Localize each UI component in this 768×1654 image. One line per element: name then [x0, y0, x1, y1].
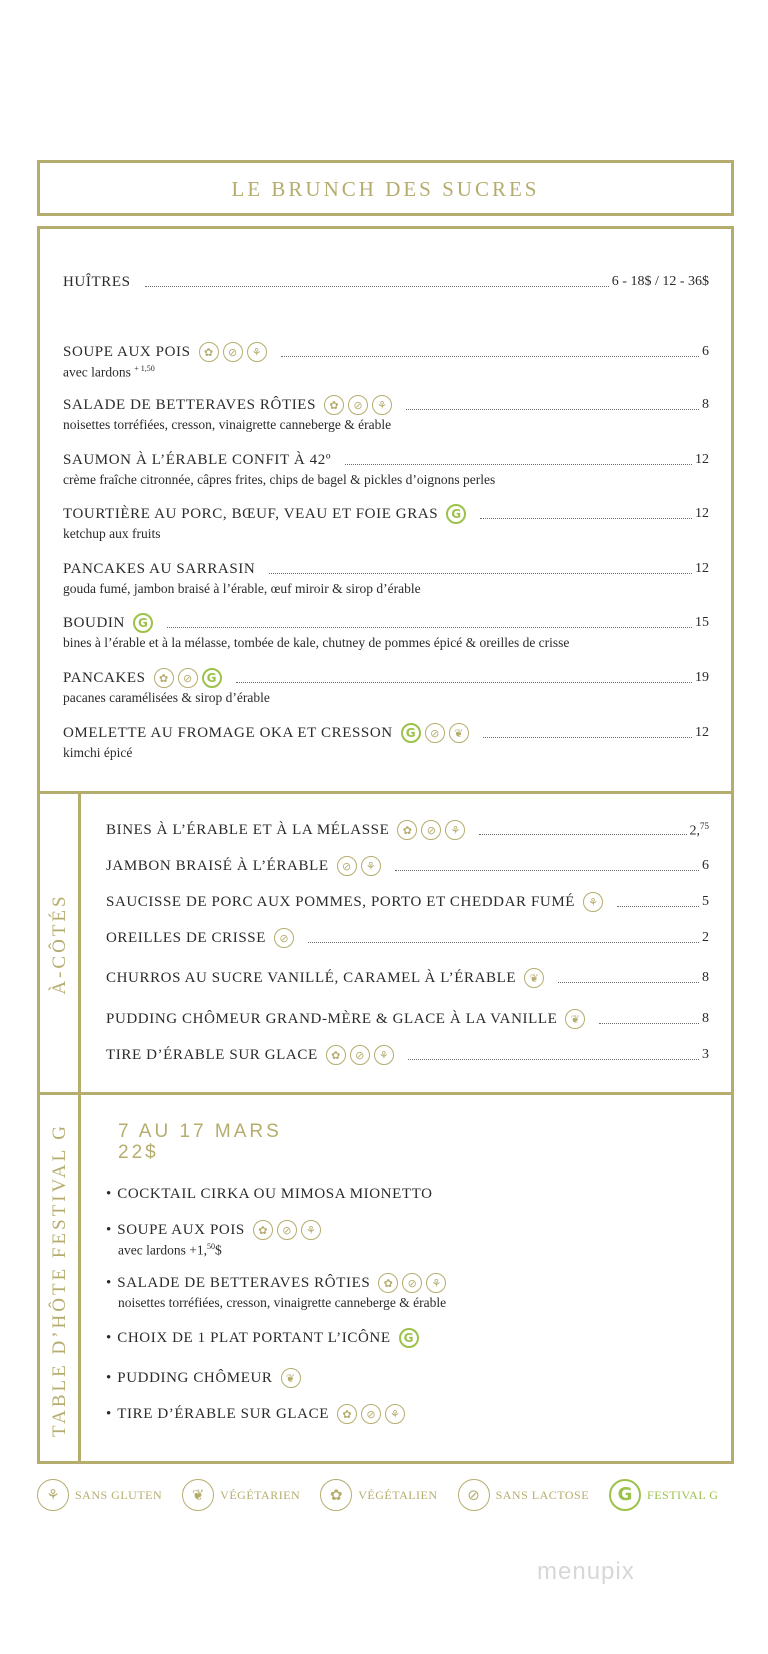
- dotted-leader: [167, 619, 692, 628]
- table-hote-price: 22$: [118, 1142, 159, 1163]
- table-item-soupe: • SOUPE AUX POIS ✿ ⊘ ⚘ avec lardons +1,50$: [106, 1219, 711, 1259]
- plant-icon: ✿: [337, 1404, 357, 1424]
- table-item-pudding: [106, 1367, 711, 1389]
- cote-item-pudding: [106, 1008, 709, 1032]
- festival-g-icon: G: [401, 723, 421, 743]
- table-item-cocktail: [106, 1183, 711, 1205]
- leaf-icon: ❦: [565, 1009, 585, 1029]
- item-description: gouda fumé, jambon braisé à l’érable, œuf miroir & sirop d’érable: [63, 581, 421, 596]
- cote-item-bines: [106, 819, 709, 843]
- table-item-salade: [106, 1272, 711, 1311]
- item-name: BINES À L’ÉRABLE ET À LA MÉLASSE: [106, 821, 390, 838]
- item-description: noisettes torréfiées, cresson, vinaigrette canneberge & érable: [63, 417, 392, 432]
- dotted-leader: [345, 456, 692, 465]
- leaf-icon: ❦: [524, 968, 544, 988]
- legend-item-sans-gluten: ⚘ SANS GLUTEN: [37, 1479, 162, 1511]
- bottle-icon: ⊘: [223, 342, 243, 362]
- item-price: 2,75: [689, 820, 709, 839]
- item-name: SAUCISSE DE PORC AUX POMMES, PORTO ET CHEDDAR FUMÉ: [106, 893, 576, 910]
- dotted-leader: [269, 565, 692, 574]
- dotted-leader: [408, 1051, 699, 1060]
- table-hote-section: [37, 1092, 734, 1464]
- festival-g-icon: G: [399, 1328, 419, 1348]
- dotted-leader: [281, 348, 699, 357]
- item-price: 8: [702, 970, 709, 985]
- bullet: •: [106, 1369, 112, 1386]
- item-name: SOUPE AUX POIS: [117, 1221, 245, 1238]
- item-description: pacanes caramélisées & sirop d’érable: [63, 690, 270, 705]
- item-price: 8: [702, 1011, 709, 1026]
- item-description: bines à l’érable et à la mélasse, tombée de kale, chutney de pommes épicé & oreilles de crisse: [63, 635, 570, 650]
- festival-g-icon: G: [609, 1479, 641, 1511]
- section-divider: [78, 1092, 81, 1464]
- dotted-leader: [558, 974, 699, 983]
- plant-icon: ✿: [326, 1045, 346, 1065]
- item-price: 19: [695, 670, 709, 685]
- section-divider: [78, 791, 81, 1095]
- item-price: 8: [702, 397, 709, 412]
- table-hote-header: [118, 1121, 282, 1163]
- festival-g-icon: G: [133, 613, 153, 633]
- item-name: TIRE D’ÉRABLE SUR GLACE: [106, 1046, 318, 1063]
- dotted-leader: [145, 278, 609, 287]
- plant-icon: ✿: [320, 1479, 352, 1511]
- leaf-icon: ❦: [182, 1479, 214, 1511]
- main-menu-section: [37, 226, 734, 794]
- wheat-icon: ⚘: [372, 395, 392, 415]
- plant-icon: ✿: [154, 668, 174, 688]
- dotted-leader: [483, 729, 692, 738]
- cote-item-saucisse: [106, 891, 709, 915]
- cote-item-jambon: [106, 855, 709, 879]
- cotes-label: À-CÔTÉS: [49, 893, 70, 995]
- title-box: [37, 160, 734, 216]
- bullet: •: [106, 1274, 112, 1291]
- menu-item-omelette: [63, 722, 709, 760]
- table-hote-label: TABLE D’HÔTE FESTIVAL G: [49, 1123, 70, 1437]
- table-item-tire: [106, 1403, 711, 1425]
- wheat-icon: ⚘: [385, 1404, 405, 1424]
- bottle-icon: ⊘: [337, 856, 357, 876]
- item-name: PANCAKES: [63, 669, 146, 686]
- menu-item-salade-betteraves: [63, 394, 709, 432]
- bullet: •: [106, 1185, 112, 1202]
- legend-item-sans-lactose: ⊘ SANS LACTOSE: [458, 1479, 589, 1511]
- bullet: •: [106, 1329, 112, 1346]
- bottle-icon: ⊘: [178, 668, 198, 688]
- legend-item-vegetarien: ❦ VÉGÉTARIEN: [182, 1479, 300, 1511]
- cote-item-churros: [106, 967, 709, 991]
- dotted-leader: [479, 826, 686, 835]
- item-name: JAMBON BRAISÉ À L’ÉRABLE: [106, 857, 329, 874]
- watermark: menupix: [537, 1558, 635, 1585]
- leaf-icon: ❦: [281, 1368, 301, 1388]
- table-hote-dates: 7 AU 17 MARS: [118, 1121, 282, 1142]
- cotes-section: [37, 791, 734, 1095]
- bullet: •: [106, 1405, 112, 1422]
- item-description: crème fraîche citronnée, câpres frites, chips de bagel & pickles d’oignons perles: [63, 472, 496, 487]
- plant-icon: ✿: [378, 1273, 398, 1293]
- dotted-leader: [308, 934, 699, 943]
- menu-item-saumon: [63, 449, 709, 487]
- wheat-icon: ⚘: [583, 892, 603, 912]
- cote-item-oreilles: [106, 927, 709, 951]
- item-price: 12: [695, 506, 709, 521]
- item-name: CHURROS AU SUCRE VANILLÉ, CARAMEL À L’ÉRABLE: [106, 969, 517, 986]
- item-name: SALADE DE BETTERAVES RÔTIES: [117, 1274, 371, 1291]
- item-name: PUDDING CHÔMEUR GRAND-MÈRE & GLACE À LA VANILLE: [106, 1010, 558, 1027]
- item-price: 12: [695, 561, 709, 576]
- legend-item-festival-g: G FESTIVAL G: [609, 1479, 718, 1511]
- legend: [37, 1477, 737, 1513]
- item-name: PANCAKES AU SARRASIN: [63, 560, 256, 577]
- item-name: HUÎTRES: [63, 273, 131, 290]
- bottle-icon: ⊘: [350, 1045, 370, 1065]
- cote-item-tire: [106, 1044, 709, 1068]
- item-name: CHOIX DE 1 PLAT PORTANT L’ICÔNE: [117, 1329, 391, 1346]
- wheat-icon: ⚘: [37, 1479, 69, 1511]
- item-price: 3: [702, 1047, 709, 1062]
- menu-item-pancakes-sarrasin: [63, 558, 709, 596]
- leaf-icon: ❦: [449, 723, 469, 743]
- wheat-icon: ⚘: [247, 342, 267, 362]
- dotted-leader: [599, 1015, 699, 1024]
- plant-icon: ✿: [397, 820, 417, 840]
- item-name: BOUDIN: [63, 614, 125, 631]
- item-name: SOUPE AUX POIS: [63, 343, 191, 360]
- plant-icon: ✿: [324, 395, 344, 415]
- legend-item-vegetalien: ✿ VÉGÉTALIEN: [320, 1479, 437, 1511]
- menu-item-soupe-aux-pois: [63, 341, 709, 380]
- plant-icon: ✿: [253, 1220, 273, 1240]
- wheat-icon: ⚘: [426, 1273, 446, 1293]
- plant-icon: ✿: [199, 342, 219, 362]
- menu-item-huitres: [63, 271, 709, 295]
- dotted-leader: [236, 674, 692, 683]
- menu-title: LE BRUNCH DES SUCRES: [231, 177, 540, 201]
- menu-item-tourtiere: [63, 503, 709, 541]
- bullet: •: [106, 1221, 112, 1238]
- bottle-icon: ⊘: [402, 1273, 422, 1293]
- item-name: OREILLES DE CRISSE: [106, 929, 266, 946]
- item-name: SALADE DE BETTERAVES RÔTIES: [63, 396, 317, 413]
- item-price: 2: [702, 930, 709, 945]
- bottle-icon: ⊘: [277, 1220, 297, 1240]
- table-item-choix: [106, 1327, 711, 1349]
- bottle-icon: ⊘: [348, 395, 368, 415]
- item-name: OMELETTE AU FROMAGE OKA ET CRESSON: [63, 724, 393, 741]
- dotted-leader: [395, 862, 699, 871]
- item-price: 15: [695, 615, 709, 630]
- wheat-icon: ⚘: [301, 1220, 321, 1240]
- bottle-icon: ⊘: [421, 820, 441, 840]
- bottle-icon: ⊘: [425, 723, 445, 743]
- item-name: TOURTIÈRE AU PORC, BŒUF, VEAU ET FOIE GRAS: [63, 505, 439, 522]
- dotted-leader: [406, 401, 699, 410]
- item-price: 5: [702, 894, 709, 909]
- wheat-icon: ⚘: [374, 1045, 394, 1065]
- item-description: avec lardons +1,: [118, 1242, 207, 1258]
- item-price: 6 - 18$ / 12 - 36$: [611, 274, 709, 289]
- item-name: SAUMON À L’ÉRABLE CONFIT À 42º: [63, 451, 332, 468]
- item-price: 6: [702, 344, 709, 359]
- festival-g-icon: G: [202, 668, 222, 688]
- dotted-leader: [617, 898, 699, 907]
- item-name: TIRE D’ÉRABLE SUR GLACE: [117, 1405, 329, 1422]
- item-description: avec lardons: [63, 364, 131, 380]
- festival-g-icon: G: [446, 504, 466, 524]
- item-name: PUDDING CHÔMEUR: [117, 1369, 273, 1386]
- menu-item-pancakes: [63, 667, 709, 705]
- item-description: ketchup aux fruits: [63, 526, 161, 541]
- item-description: noisettes torréfiées, cresson, vinaigrette canneberge & érable: [118, 1295, 447, 1310]
- item-description: kimchi épicé: [63, 745, 133, 760]
- dotted-leader: [480, 510, 692, 519]
- item-price: 12: [695, 725, 709, 740]
- item-price: 6: [702, 858, 709, 873]
- bottle-icon: ⊘: [361, 1404, 381, 1424]
- wheat-icon: ⚘: [445, 820, 465, 840]
- bottle-icon: ⊘: [458, 1479, 490, 1511]
- wheat-icon: ⚘: [361, 856, 381, 876]
- item-name: COCKTAIL CIRKA OU MIMOSA MIONETTO: [117, 1185, 433, 1202]
- bottle-icon: ⊘: [274, 928, 294, 948]
- item-supplement: + 1,50: [134, 364, 155, 373]
- item-price: 12: [695, 452, 709, 467]
- menu-item-boudin: [63, 612, 709, 650]
